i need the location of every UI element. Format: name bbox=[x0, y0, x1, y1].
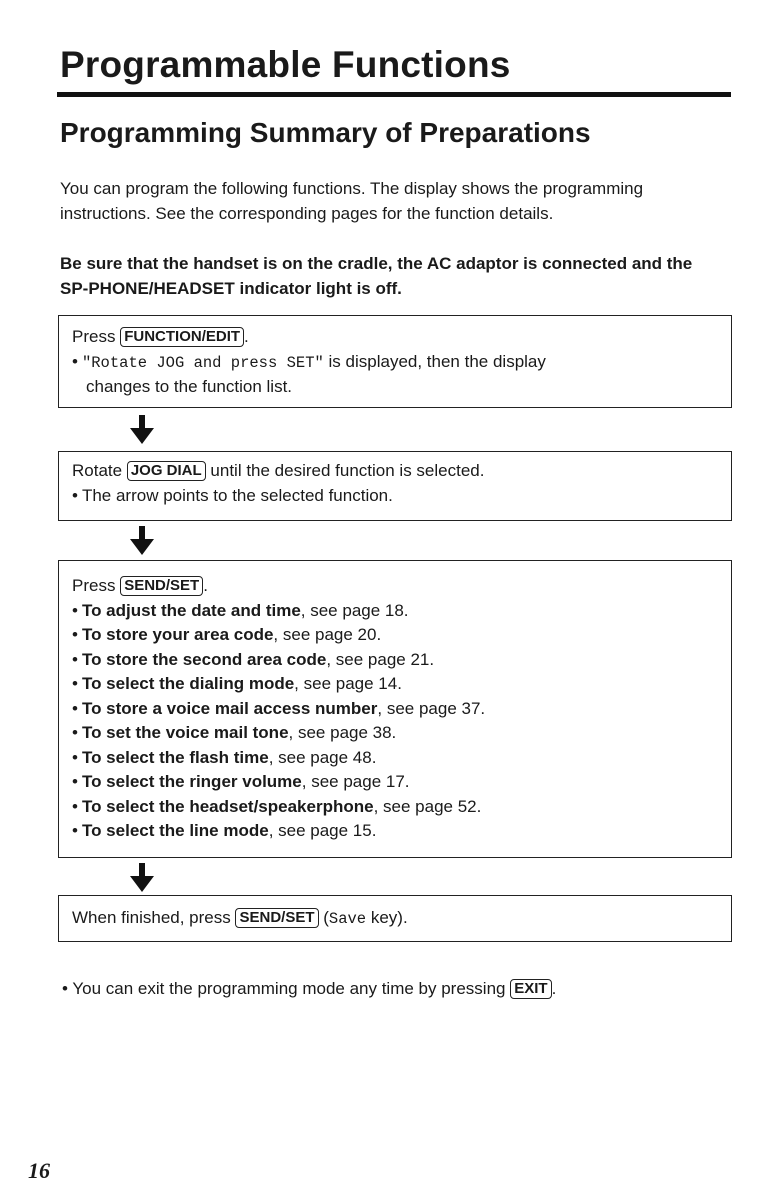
step1-press-text: Press bbox=[72, 327, 116, 346]
step3-instruction bbox=[72, 574, 719, 599]
step1-bullet-continued: changes to the function list. bbox=[86, 377, 293, 396]
bullet-dot-icon: • bbox=[72, 821, 78, 840]
step4-instruction bbox=[72, 906, 719, 932]
function-list-item bbox=[72, 770, 719, 795]
function-page-ref: , see page 15. bbox=[268, 821, 377, 840]
function-name: To set the voice mail tone bbox=[81, 723, 289, 742]
function-name: To select the line mode bbox=[81, 821, 269, 840]
step-box-jog-dial bbox=[58, 451, 732, 521]
bullet-dot-icon: • bbox=[72, 600, 78, 620]
jog-dial-key: JOG DIAL bbox=[127, 461, 206, 481]
step2-bullet-text: The arrow points to the selected function. bbox=[81, 485, 393, 505]
step2-rest: until the desired function is selected. bbox=[210, 461, 485, 480]
bullet-dot-icon: • bbox=[72, 485, 78, 505]
function-list bbox=[72, 599, 719, 844]
function-page-ref: , see page 37. bbox=[377, 698, 486, 718]
function-name: To store a voice mail access number bbox=[81, 698, 378, 718]
function-name: To select the ringer volume bbox=[81, 772, 302, 791]
title-rule bbox=[57, 92, 731, 97]
step2-rotate-text: Rotate bbox=[72, 461, 123, 480]
function-name: To store the second area code bbox=[81, 649, 327, 669]
step4-text: When finished, press bbox=[72, 908, 231, 927]
function-list-item bbox=[72, 623, 719, 648]
function-page-ref: , see page 21. bbox=[326, 649, 435, 669]
function-name: To select the flash time bbox=[81, 747, 269, 767]
bullet-dot-icon: • bbox=[72, 674, 78, 693]
send-set-key: SEND/SET bbox=[235, 908, 318, 928]
function-list-item bbox=[72, 697, 719, 722]
save-open-paren: ( bbox=[323, 908, 329, 927]
bullet-dot-icon: • bbox=[62, 979, 68, 998]
step3-press-text: Press bbox=[72, 576, 116, 595]
send-set-key: SEND/SET bbox=[120, 576, 203, 596]
bullet-dot-icon: • bbox=[72, 747, 78, 767]
function-name: To store your area code bbox=[81, 625, 274, 644]
warning-paragraph: Be sure that the handset is on the cradle, the AC adaptor is connected and the SP-PHONE/HEADSET indicator light is off. bbox=[60, 254, 693, 298]
function-list-item bbox=[72, 672, 719, 697]
function-list-item bbox=[72, 819, 719, 844]
step-box-function-edit bbox=[58, 315, 732, 408]
step1-instruction bbox=[72, 325, 719, 350]
step-box-finish bbox=[58, 895, 732, 942]
section-title: Programming Summary of Preparations bbox=[60, 117, 591, 148]
function-page-ref: , see page 17. bbox=[301, 772, 410, 791]
step1-period: . bbox=[244, 327, 249, 346]
function-list-item bbox=[72, 648, 719, 673]
page-title: Programmable Functions bbox=[60, 44, 511, 85]
function-edit-key: FUNCTION/EDIT bbox=[120, 327, 244, 347]
down-arrow-icon bbox=[129, 526, 155, 556]
bullet-dot-icon: • bbox=[72, 723, 78, 742]
bullet-dot-icon: • bbox=[72, 649, 78, 669]
function-page-ref: , see page 48. bbox=[268, 747, 377, 767]
step2-bullet bbox=[72, 484, 719, 509]
bullet-dot-icon: • bbox=[72, 772, 78, 791]
save-key-close: key). bbox=[366, 908, 408, 927]
function-name: To adjust the date and time bbox=[81, 600, 301, 620]
exit-note-period: . bbox=[551, 979, 557, 998]
function-page-ref: , see page 38. bbox=[288, 723, 397, 742]
exit-key: EXIT bbox=[510, 979, 551, 999]
function-list-item bbox=[72, 599, 719, 624]
exit-note bbox=[62, 977, 556, 1001]
step3-period: . bbox=[203, 576, 208, 595]
function-list-item bbox=[72, 795, 719, 820]
bullet-dot-icon: • bbox=[72, 351, 78, 371]
function-list-item bbox=[72, 746, 719, 771]
display-message: "Rotate JOG and press SET" bbox=[81, 353, 324, 372]
function-page-ref: , see page 20. bbox=[273, 625, 382, 644]
step1-bullet-rest: is displayed, then the display bbox=[323, 351, 546, 371]
down-arrow-icon bbox=[129, 415, 155, 445]
step2-instruction bbox=[72, 459, 719, 484]
function-name: To select the dialing mode bbox=[81, 674, 295, 693]
function-list-item bbox=[72, 721, 719, 746]
function-name: To select the headset/speakerphone bbox=[81, 796, 374, 816]
step-box-send-set bbox=[58, 560, 732, 858]
function-page-ref: , see page 52. bbox=[373, 796, 482, 816]
bullet-dot-icon: • bbox=[72, 796, 78, 816]
down-arrow-icon bbox=[129, 863, 155, 893]
exit-note-text: You can exit the programming mode any time by pressing bbox=[72, 979, 506, 998]
bullet-dot-icon: • bbox=[72, 625, 78, 644]
function-page-ref: , see page 18. bbox=[300, 600, 409, 620]
save-word: Save bbox=[328, 910, 367, 928]
step1-bullet bbox=[72, 350, 719, 376]
bullet-dot-icon: • bbox=[72, 698, 78, 718]
function-page-ref: , see page 14. bbox=[294, 674, 402, 693]
intro-paragraph: You can program the following functions. The display shows the programming instructions. See the corresponding pages for the function details. bbox=[60, 179, 644, 223]
page-number: 16 bbox=[28, 1158, 50, 1183]
